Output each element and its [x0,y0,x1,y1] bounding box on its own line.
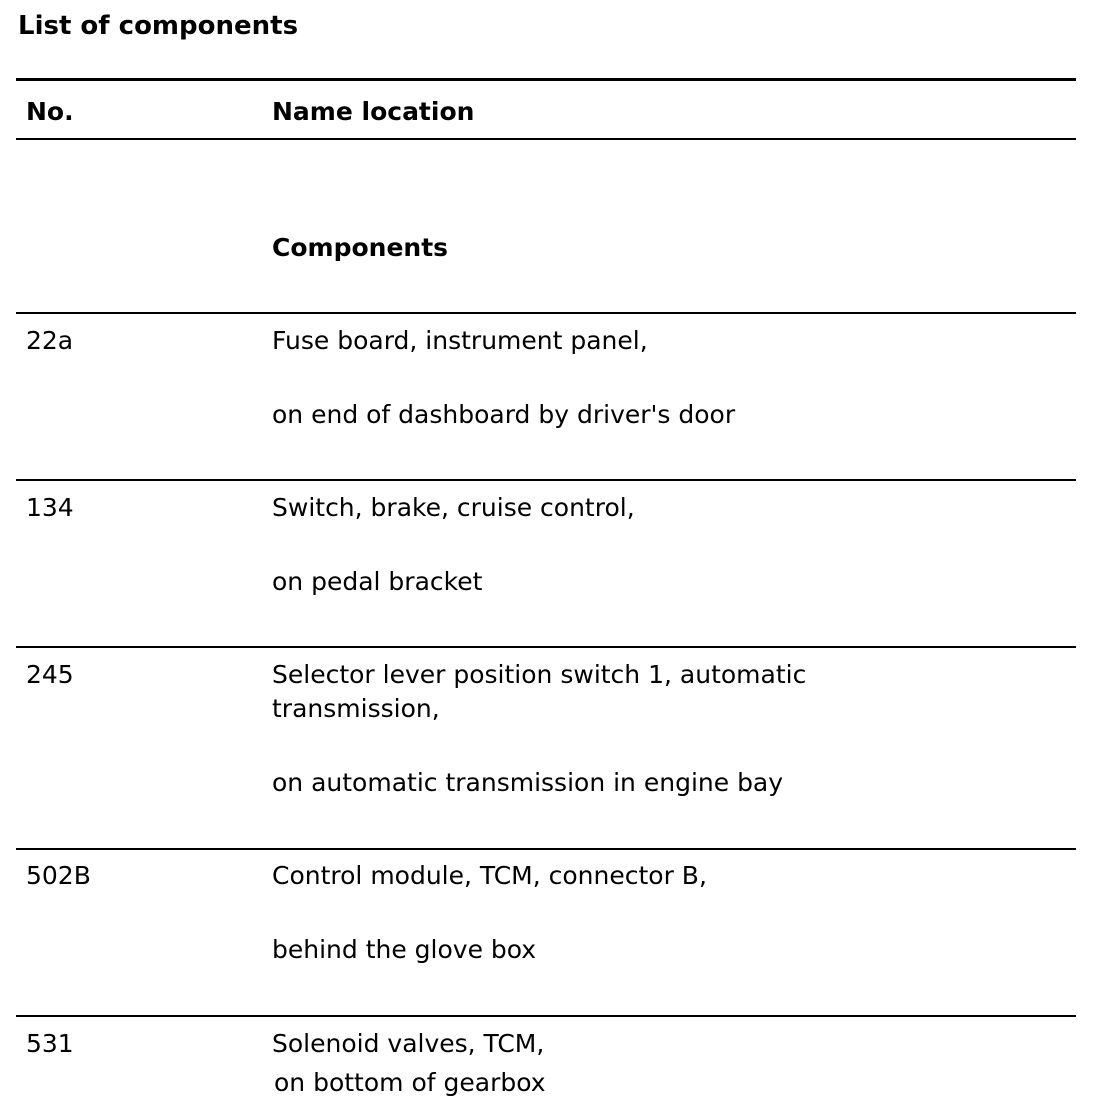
header-name-location: Name location [272,97,475,126]
row-divider [16,1015,1076,1017]
component-name-continued: transmission, [272,694,440,723]
component-number: 502B [26,861,91,890]
component-name: Switch, brake, cruise control, [272,493,635,522]
header-number: No. [26,97,74,126]
row-divider [16,312,1076,314]
component-name: Solenoid valves, TCM, [272,1029,545,1058]
section-heading: Components [272,233,449,262]
component-number: 245 [26,660,74,689]
component-location: on end of dashboard by driver's door [272,400,736,429]
component-name: Selector lever position switch 1, automatic [272,660,807,689]
component-location: on pedal bracket [272,567,483,596]
component-name: Control module, TCM, connector B, [272,861,707,890]
component-number: 531 [26,1029,74,1058]
component-location: on bottom of gearbox [274,1068,546,1097]
document-title: List of components [18,11,299,41]
component-number: 134 [26,493,74,522]
component-location: on automatic transmission in engine bay [272,768,784,797]
row-divider [16,479,1076,481]
component-location: behind the glove box [272,935,537,964]
row-divider [16,646,1076,648]
table-top-rule [16,78,1076,81]
header-bottom-rule [16,138,1076,140]
component-number: 22a [26,326,74,355]
component-name: Fuse board, instrument panel, [272,326,648,355]
row-divider [16,848,1076,850]
